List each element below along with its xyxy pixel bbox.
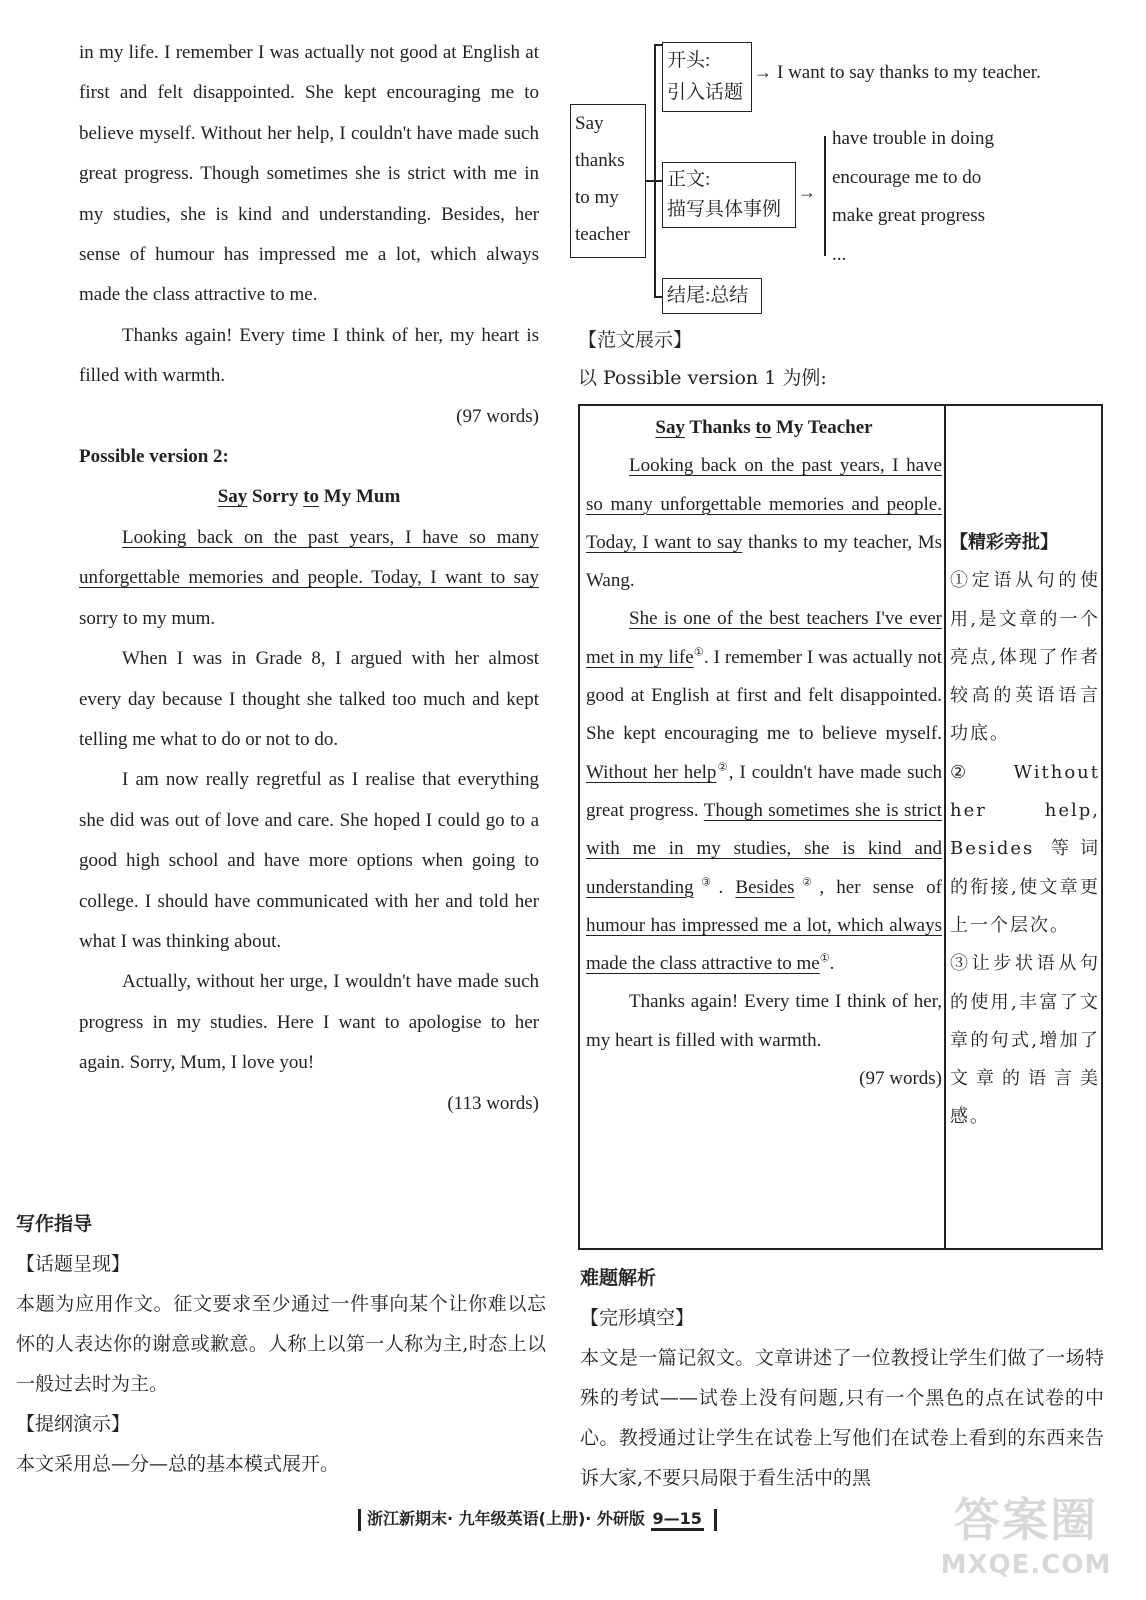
outline-diagram <box>568 40 1128 315</box>
version2-intro: Looking back on the past years, I have so many unforgettable memories and people. Today, I want to say sorry to my mum. <box>79 526 539 629</box>
diagram-root-box <box>570 104 646 258</box>
body-box <box>662 162 796 228</box>
body-label: 正文: <box>667 169 711 190</box>
version2-paragraph-4: Actually, without her urge, I wouldn't have made such progress in my studies. Here I want to apologise to her again. Sorry, Mum, I love you! <box>79 971 539 1074</box>
body-brace <box>824 136 826 256</box>
sample-essay <box>586 409 942 1098</box>
sample-title: Say Thanks to My Teacher <box>655 417 873 438</box>
topic-text: 本题为应用作文。征文要求至少通过一件事向某个让你难以忘怀的人表达你的谢意或歉意。人称上以第一人称为主,时态上以一般过去时为主。 <box>16 1293 546 1395</box>
root-line: thanks <box>575 150 625 171</box>
version2-paragraph-2: When I was in Grade 8, I argued with her almost every day because I thought she talked too much and kept telling me what to do or not to do. <box>79 648 539 750</box>
root-line: to my <box>575 187 619 208</box>
arrow-icon: → <box>754 62 772 82</box>
version1-body: in my life. I remember I was actually not good at English at first and felt disappointed. She kept encouraging me to believe myself. Without her help, I couldn't have made such great progress. Though sometimes she is strict with me in my studies, she is kind and understanding. Besides, her sense of humour has impressed me a lot, which always made the class attractive to me. <box>79 42 539 306</box>
footer-bar <box>358 1509 361 1531</box>
side-notes <box>950 524 1100 1137</box>
sample-label: 【范文展示】 <box>578 329 693 351</box>
cloze-text: 本文是一篇记叙文。文章讲述了一位教授让学生们做了一场特殊的考试——试卷上没有问题,只有一个黑色的点在试卷的中心。教授通过让学生在试卷上写他们在试卷上看到的东西来告诉大家,不要只局限于看生活中的黑 <box>580 1347 1104 1489</box>
page-number: 9—15 <box>651 1509 704 1531</box>
version2-label: Possible version 2: <box>79 446 229 468</box>
version2-paragraph-3: I am now really regretful as I realise that everything she did was out of love and care. She hoped I could go to a good high school and have more options when going to college. I should have communicated with her and told her what I was thinking about. <box>79 769 539 952</box>
watermark-url: MXQE.COM <box>940 1550 1112 1580</box>
side-note-2: ② Without her help, Besides 等词的衔接,使文章更上一个层次。 <box>950 761 1100 936</box>
version2-word-count: (113 words) <box>447 1092 539 1114</box>
body-item: have trouble in doing <box>832 128 994 149</box>
body-desc: 描写具体事例 <box>667 199 782 220</box>
body-items <box>832 120 994 274</box>
sample-intro: 以 Possible version 1 为例: <box>578 367 827 389</box>
guide-heading: 写作指导 <box>16 1213 93 1235</box>
topic-label: 【话题呈现】 <box>16 1253 131 1275</box>
brace-bottom <box>654 296 662 298</box>
sample-paragraph-3: Thanks again! Every time I think of her, my heart is filled with warmth. <box>586 991 942 1051</box>
writing-guide <box>16 1204 546 1484</box>
sample-paragraph-1: Looking back on the past years, I have so many unforgettable memories and people. Today, I want to say thanks to my teacher, Ms Wang. <box>586 455 942 592</box>
root-line: Say <box>575 113 604 134</box>
version2-title: Say Sorry to My Mum <box>217 486 401 508</box>
start-box <box>662 42 752 112</box>
end-box: 结尾:总结 <box>662 278 762 314</box>
sample-essay-box <box>578 404 1103 1250</box>
sample-paragraph-2: She is one of the best teachers I've ever met in my life①. I remember I was actually not good at English at first and felt disappointed. She kept encouraging me to believe myself. Without her help②, I couldn't have made such great progress. Though sometimes she is strict with me in my studies, she is kind and understanding③. Besides②, her sense of humour has impressed me a lot, which always made the class attractive to me①. <box>586 608 942 975</box>
outline-text: 本文采用总—分—总的基本模式展开。 <box>16 1453 340 1475</box>
brace-vertical <box>654 44 656 296</box>
start-label: 开头: <box>667 50 711 71</box>
version1-word-count: (97 words) <box>456 405 539 427</box>
footer-bar <box>714 1509 717 1531</box>
start-desc: 引入话题 <box>667 82 744 103</box>
body-item: make great progress <box>832 205 985 226</box>
outline-label: 【提纲演示】 <box>16 1413 131 1435</box>
left-column <box>79 33 539 1124</box>
watermark <box>926 1490 1126 1595</box>
analysis-section <box>580 1258 1104 1498</box>
watermark-logo: 答案圈 <box>954 1493 1098 1547</box>
side-notes-title: 【精彩旁批】 <box>950 532 1058 553</box>
sample-word-count: (97 words) <box>859 1068 942 1090</box>
side-note-3: ③让步状语从句的使用,丰富了文章的句式,增加了文章的语言美感。 <box>950 953 1100 1128</box>
start-arrow-text: I want to say thanks to my teacher. <box>777 62 1041 83</box>
brace-stem <box>646 180 654 182</box>
sample-header <box>578 321 1108 397</box>
page-footer <box>358 1505 758 1533</box>
footer-book: 浙江新期末· 九年级英语(上册)· 外研版 <box>367 1509 645 1528</box>
body-item: encourage me to do <box>832 166 982 188</box>
cloze-label: 【完形填空】 <box>580 1307 695 1329</box>
brace-top <box>654 44 662 46</box>
arrow-icon: → <box>798 182 816 202</box>
brace-mid <box>654 180 662 182</box>
side-note-1: ①定语从句的使用,是文章的一个亮点,体现了作者较高的英语语言功底。 <box>950 570 1100 745</box>
analysis-heading: 难题解析 <box>580 1267 657 1289</box>
sample-divider <box>944 406 946 1248</box>
version1-closing: Thanks again! Every time I think of her, my heart is filled with warmth. <box>79 324 539 387</box>
root-line: teacher <box>575 224 630 245</box>
body-item: ... <box>832 243 847 265</box>
